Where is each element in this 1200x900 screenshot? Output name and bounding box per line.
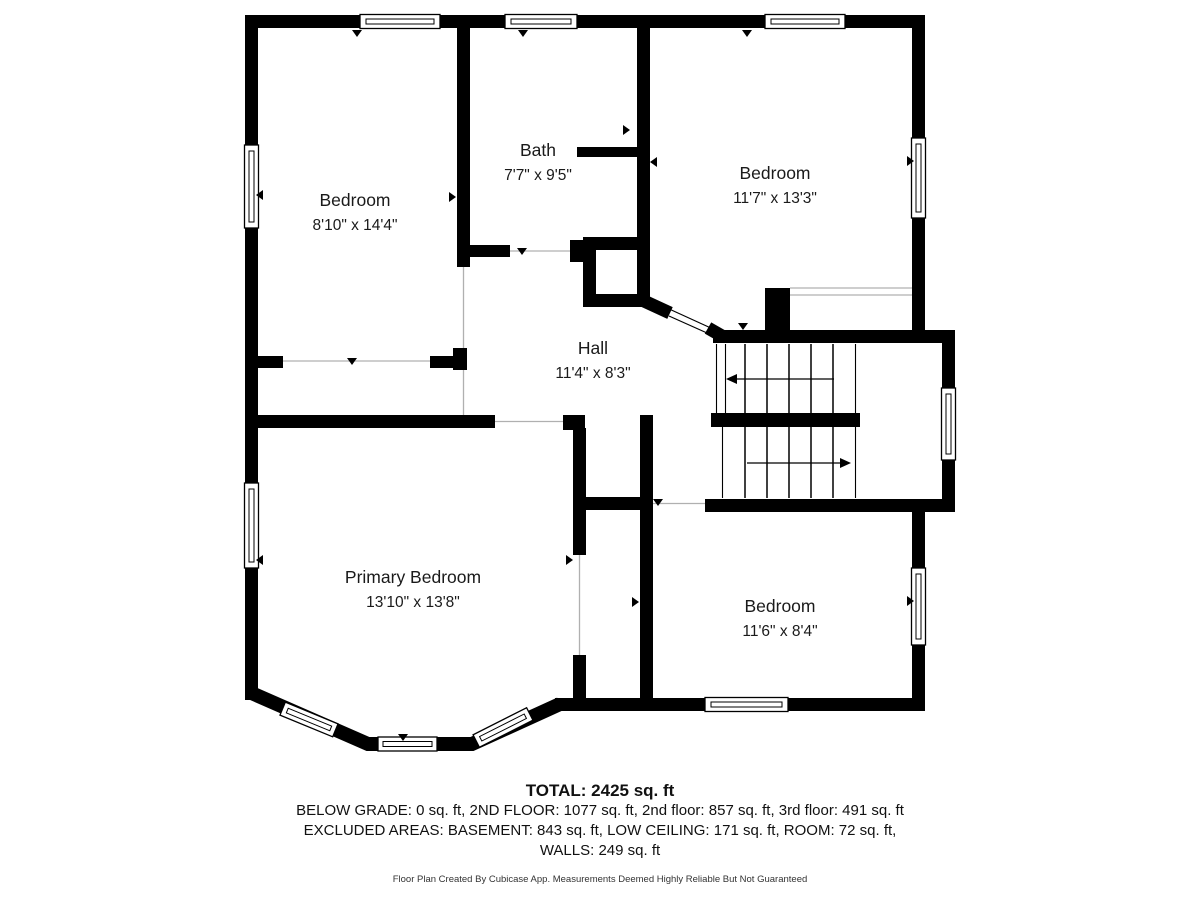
window [942,388,956,460]
window [912,138,926,218]
diagonal-wall [644,301,722,337]
floor-areas: BELOW GRADE: 0 sq. ft, 2ND FLOOR: 1077 sq. ft, 2nd floor: 857 sq. ft, 3rd floor: 491 sq. ft [296,802,904,819]
window [705,698,788,712]
room-dimensions: 7'7" x 9'5" [504,167,572,185]
room-name: Bedroom [319,190,391,211]
window [360,15,440,29]
window [245,145,259,228]
room-name: Bedroom [744,596,816,617]
wall-openings [283,251,912,655]
room-name: Bedroom [739,163,811,184]
area-summary [0,781,1200,861]
disclaimer-note: Floor Plan Created By Cubicase App. Measurements Deemed Highly Reliable But Not Guaranteed [392,874,808,885]
total-area: TOTAL: 2425 sq. ft [525,781,675,800]
window [505,15,577,29]
room-dimensions: 13'10" x 13'8" [366,594,460,612]
windows [245,15,956,752]
walls-area: WALLS: 249 sq. ft [539,842,661,859]
room-name: Primary Bedroom [344,567,482,588]
window [245,483,259,568]
door-markers [256,30,914,741]
room-dimensions: 11'4" x 8'3" [555,365,631,383]
room-name: Bath [520,140,556,161]
room-dimensions: 11'6" x 8'4" [742,623,818,641]
room-dimensions: 11'7" x 13'3" [733,190,817,208]
room-dimensions: 8'10" x 14'4" [312,217,398,235]
window [765,15,845,29]
room-name: Hall [577,338,609,359]
window [912,568,926,645]
excluded-areas: EXCLUDED AREAS: BASEMENT: 843 sq. ft, LOW CEILING: 171 sq. ft, ROOM: 72 sq. ft, [303,822,897,839]
bay-window-center [378,737,437,751]
